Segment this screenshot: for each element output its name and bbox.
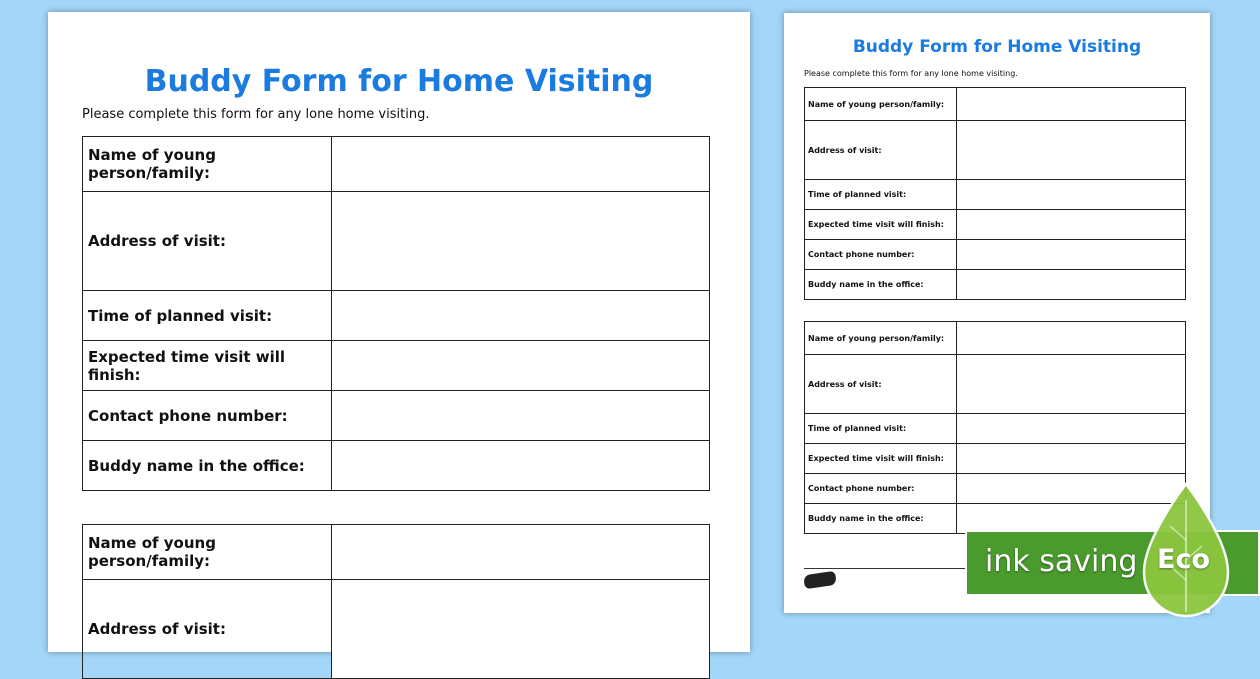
name-field[interactable] xyxy=(332,525,710,580)
phone-field[interactable] xyxy=(957,240,1186,270)
field-label-planned-time: Time of planned visit: xyxy=(805,180,957,210)
name-field[interactable] xyxy=(957,322,1186,355)
finish-time-field[interactable] xyxy=(332,341,710,391)
buddy-field[interactable] xyxy=(957,270,1186,300)
finish-time-field[interactable] xyxy=(957,210,1186,240)
eco-label: Eco xyxy=(1157,544,1210,575)
brand-logo-icon xyxy=(803,571,837,589)
page-title: Buddy Form for Home Visiting xyxy=(144,64,654,99)
form-table xyxy=(82,524,710,679)
field-label-finish-time: Expected time visit will finish: xyxy=(805,444,957,474)
form-table xyxy=(82,136,710,491)
address-field[interactable] xyxy=(332,192,710,291)
address-field[interactable] xyxy=(957,355,1186,414)
field-label-address: Address of visit: xyxy=(83,580,332,679)
planned-time-field[interactable] xyxy=(957,180,1186,210)
field-label-address: Address of visit: xyxy=(83,192,332,291)
field-label-finish-time: Expected time visit will finish: xyxy=(83,341,332,391)
planned-time-field[interactable] xyxy=(332,291,710,341)
buddy-field[interactable] xyxy=(332,441,710,491)
form-table xyxy=(804,87,1186,300)
address-field[interactable] xyxy=(332,580,710,679)
field-label-buddy: Buddy name in the office: xyxy=(805,270,957,300)
field-label-phone: Contact phone number: xyxy=(805,474,957,504)
form-instructions: Please complete this form for any lone home visiting. xyxy=(804,69,1018,78)
field-label-planned-time: Time of planned visit: xyxy=(83,291,332,341)
form-instructions: Please complete this form for any lone home visiting. xyxy=(82,107,430,122)
page-title: Buddy Form for Home Visiting xyxy=(852,37,1142,57)
field-label-name: Name of young person/family: xyxy=(83,137,332,192)
name-field[interactable] xyxy=(957,88,1186,121)
field-label-name: Name of young person/family: xyxy=(805,322,957,355)
finish-time-field[interactable] xyxy=(957,444,1186,474)
address-field[interactable] xyxy=(957,121,1186,180)
field-label-buddy: Buddy name in the office: xyxy=(83,441,332,491)
form-page-large xyxy=(48,12,750,652)
form-table xyxy=(804,321,1186,534)
name-field[interactable] xyxy=(332,137,710,192)
field-label-address: Address of visit: xyxy=(805,121,957,180)
field-label-planned-time: Time of planned visit: xyxy=(805,414,957,444)
field-label-address: Address of visit: xyxy=(805,355,957,414)
planned-time-field[interactable] xyxy=(957,414,1186,444)
ink-saving-text: ink saving xyxy=(985,544,1138,579)
field-label-name: Name of young person/family: xyxy=(83,525,332,580)
field-label-phone: Contact phone number: xyxy=(83,391,332,441)
field-label-name: Name of young person/family: xyxy=(805,88,957,121)
field-label-finish-time: Expected time visit will finish: xyxy=(805,210,957,240)
field-label-phone: Contact phone number: xyxy=(805,240,957,270)
phone-field[interactable] xyxy=(332,391,710,441)
field-label-buddy: Buddy name in the office: xyxy=(805,504,957,534)
